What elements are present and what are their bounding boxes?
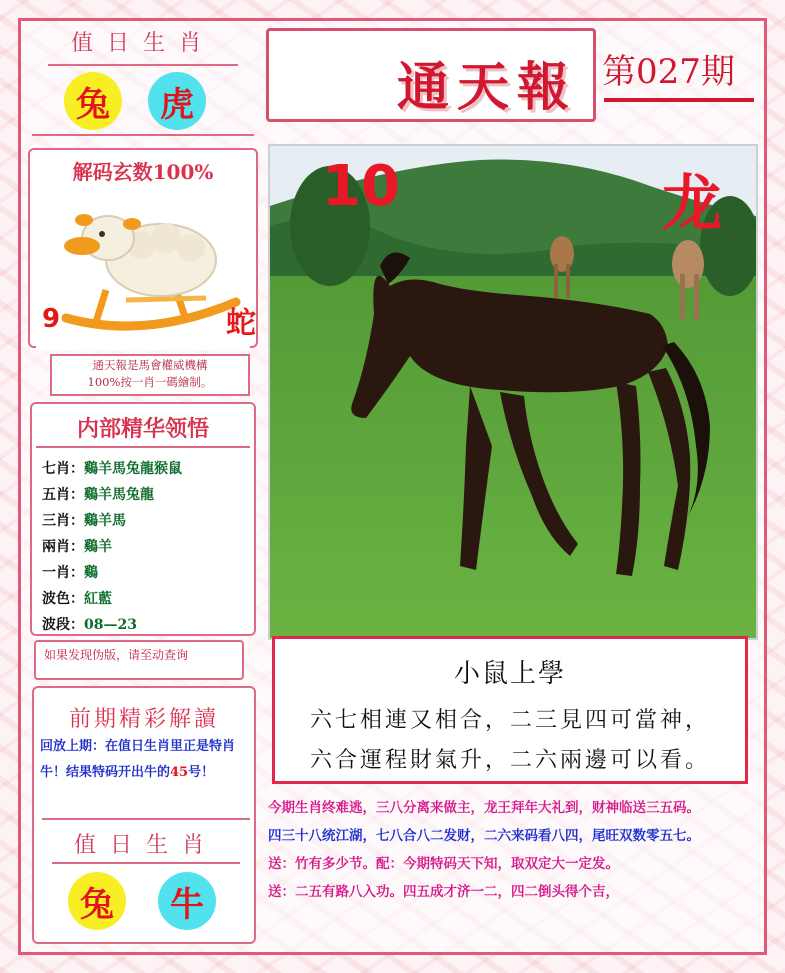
essence-row: 七肖：鷄羊馬兔龍猴鼠 <box>42 461 182 477</box>
issue-underline <box>604 98 754 102</box>
rocking-lamb-image <box>36 190 250 350</box>
code-zodiac: 蛇 <box>226 306 256 341</box>
zodiac-of-day-title: 值日生肖 <box>70 31 215 56</box>
zodiac-badge-tiger: 虎 <box>148 72 206 130</box>
sidebar <box>28 22 258 947</box>
bottom-text <box>268 794 762 906</box>
photo-number: 10 <box>322 154 400 219</box>
verse-box <box>272 636 748 784</box>
horse-photo <box>268 144 758 640</box>
masthead <box>266 28 596 122</box>
masthead-title: 通天報 <box>397 57 578 118</box>
zodiac-badge-rabbit-2: 兔 <box>68 872 126 930</box>
essence-row: 三肖：鷄羊馬 <box>42 513 126 529</box>
essence-row: 波段：08—23 <box>42 617 137 633</box>
bottom-line: 今期生肖终难逃，三八分离来做主，龙王拜年大礼到，财神临送三五码。 <box>268 800 700 816</box>
zodiac-badge-rabbit: 兔 <box>64 72 122 130</box>
essence-title: 内部精华领悟 <box>76 416 209 442</box>
zodiac-of-day-title-2: 值日生肖 <box>73 833 218 858</box>
previous-issue-box <box>32 686 256 944</box>
divider <box>48 64 238 66</box>
code-number: 9 <box>42 304 61 334</box>
verse-line: 六合運程財氣升，二六兩邊可以看。 <box>309 748 710 773</box>
authority-note <box>50 354 250 396</box>
verse-line: 六七相連又相合，二三見四可當神， <box>309 708 710 733</box>
zodiac-of-day-box <box>28 22 258 140</box>
divider <box>52 862 240 864</box>
essence-row: 兩肖：鷄羊 <box>42 539 112 555</box>
zodiac-of-day-box-2 <box>42 818 250 938</box>
code-title: 解码玄数100% <box>72 160 214 184</box>
bottom-line: 送：竹有多少节。配：今期特码天下知，取双定大一定发。 <box>268 856 619 872</box>
bottom-line: 送：二五有路八入功。四五成才济一二，四二倒头得个吉， <box>268 884 619 900</box>
issue-number: 第027期 <box>602 52 735 92</box>
fake-version-notice: 如果发现伪版，请至动查询 <box>34 640 244 680</box>
previous-text: 回放上期：在值日生肖里正是特肖牛！结果特码开出牛的45号！ <box>40 739 236 780</box>
photo-zodiac: 龙 <box>662 169 722 239</box>
essence-row: 五肖：鷄羊馬兔龍 <box>42 487 154 503</box>
previous-title: 前期精彩解讀 <box>68 707 219 732</box>
note-line: 通天報是馬會權威機構 <box>92 358 208 372</box>
code-box <box>28 148 258 348</box>
main-column <box>262 22 762 947</box>
note-line: 100%按一肖一碼繪制。 <box>87 375 213 389</box>
essence-row: 波色：紅藍 <box>42 591 112 607</box>
bottom-line: 四三十八统江湖，七八合八二发财，二六来码看八四，尾旺双数零五七。 <box>268 828 700 844</box>
verse-title: 小鼠上學 <box>453 659 566 689</box>
divider <box>32 134 254 136</box>
divider <box>36 446 250 448</box>
inside-essence-box <box>30 402 256 636</box>
zodiac-badge-ox: 牛 <box>158 872 216 930</box>
essence-row: 一肖：鷄 <box>42 565 98 581</box>
